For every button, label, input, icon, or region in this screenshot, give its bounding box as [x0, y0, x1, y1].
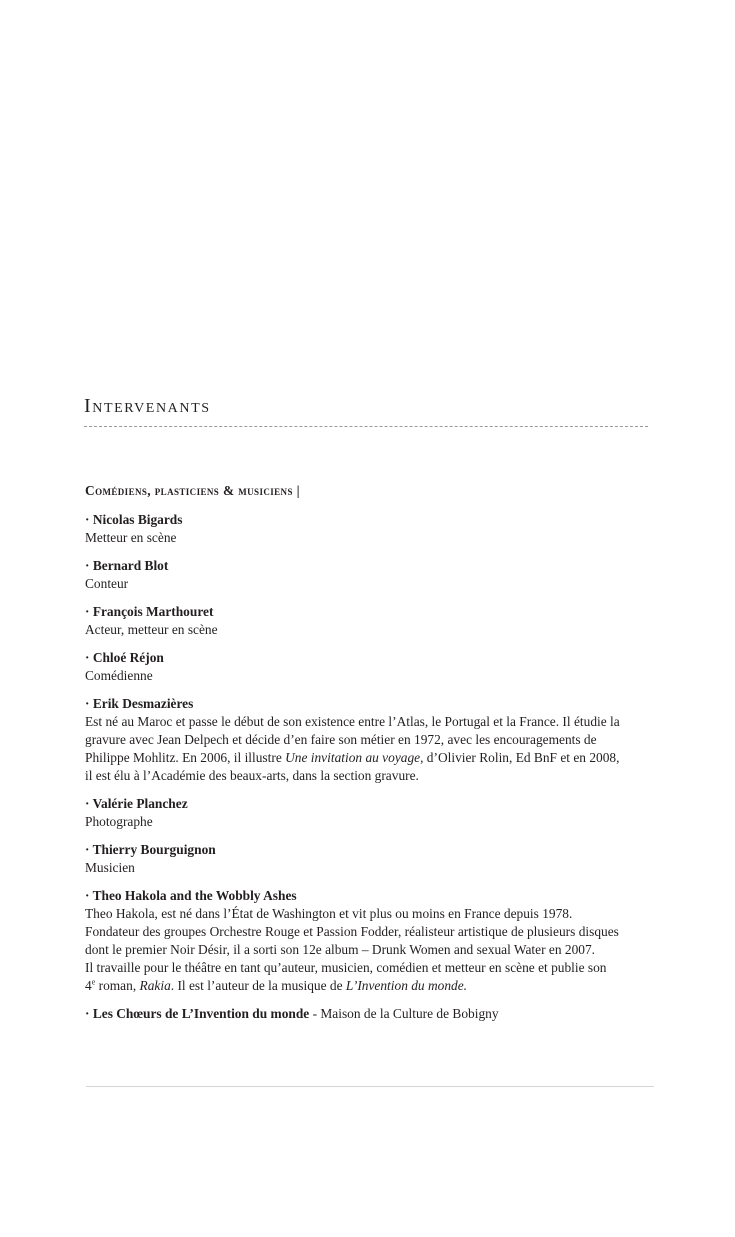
book-title: Rakia [139, 978, 171, 993]
participant-entry [85, 1005, 655, 1023]
bio-line: gravure avec Jean Delpech et décide d’en faire son métier en 1972, avec les encouragements de [85, 732, 597, 747]
bio-line: dont le premier Noir Désir, il a sorti son 12e album – Drunk Women and sexual Water en 2007. [85, 942, 596, 957]
title-divider [84, 426, 648, 427]
participant-name: · Valérie Planchez [85, 796, 188, 811]
participant-name: · Erik Desmazières [85, 696, 194, 711]
book-title: Une invitation au voyage [285, 750, 421, 765]
participant-role: Conteur [85, 576, 129, 591]
bio-line: Fondateur des groupes Orchestre Rouge et Passion Fodder, réalisteur artistique de plusieurs disques [85, 924, 619, 939]
participant-role: - Maison de la Culture de Bobigny [309, 1006, 499, 1021]
participant-name: · François Marthouret [85, 604, 214, 619]
participant-role: Comédienne [85, 668, 153, 683]
participant-bio [85, 713, 655, 785]
participant-name: · Les Chœurs de L’Invention du monde [85, 1006, 310, 1021]
footer-divider [86, 1086, 654, 1087]
ordinal-suffix: e [91, 977, 96, 987]
bio-line: Est né au Maroc et passe le début de son existence entre l’Atlas, le Portugal et la France. Il étudie la [85, 714, 620, 729]
participant-entry [85, 511, 655, 547]
participant-entry [85, 695, 655, 785]
bio-line: , d’Olivier Rolin, Ed BnF et en 2008, [420, 750, 620, 765]
page-title: Intervenants [84, 395, 211, 417]
bio-line: Il travaille pour le théâtre en tant qu’auteur, musicien, comédien et metteur en scène et publie son [85, 960, 607, 975]
participant-name: · Chloé Réjon [85, 650, 164, 665]
show-title: L’Invention du monde. [345, 978, 468, 993]
participant-role: Musicien [85, 860, 135, 875]
bio-line: roman, [95, 978, 140, 993]
participant-role: Metteur en scène [85, 530, 177, 545]
section-heading: Comédiens, plasticiens & musiciens | [85, 483, 300, 498]
participant-entry [85, 557, 655, 593]
bio-line: Theo Hakola, est né dans l’État de Washington et vit plus ou moins en France depuis 1978. [85, 906, 573, 921]
participant-name: · Thierry Bourguignon [85, 842, 216, 857]
participants-section [85, 481, 655, 1033]
participant-name: · Bernard Blot [85, 558, 169, 573]
participant-entry [85, 649, 655, 685]
participant-name: · Nicolas Bigards [85, 512, 183, 527]
participant-entry [85, 841, 655, 877]
bio-line: il est élu à l’Académie des beaux-arts, dans la section gravure. [85, 768, 419, 783]
participant-entry [85, 603, 655, 639]
participant-entry [85, 887, 655, 995]
participant-role: Photographe [85, 814, 153, 829]
bio-line: 4 [85, 978, 92, 993]
bio-line: . Il est l’auteur de la musique de [170, 978, 346, 993]
participant-bio [85, 905, 655, 995]
participant-entry [85, 795, 655, 831]
bio-line: Philippe Mohlitz. En 2006, il illustre [85, 750, 286, 765]
participant-name: · Theo Hakola and the Wobbly Ashes [85, 888, 297, 903]
participant-role: Acteur, metteur en scène [85, 622, 218, 637]
